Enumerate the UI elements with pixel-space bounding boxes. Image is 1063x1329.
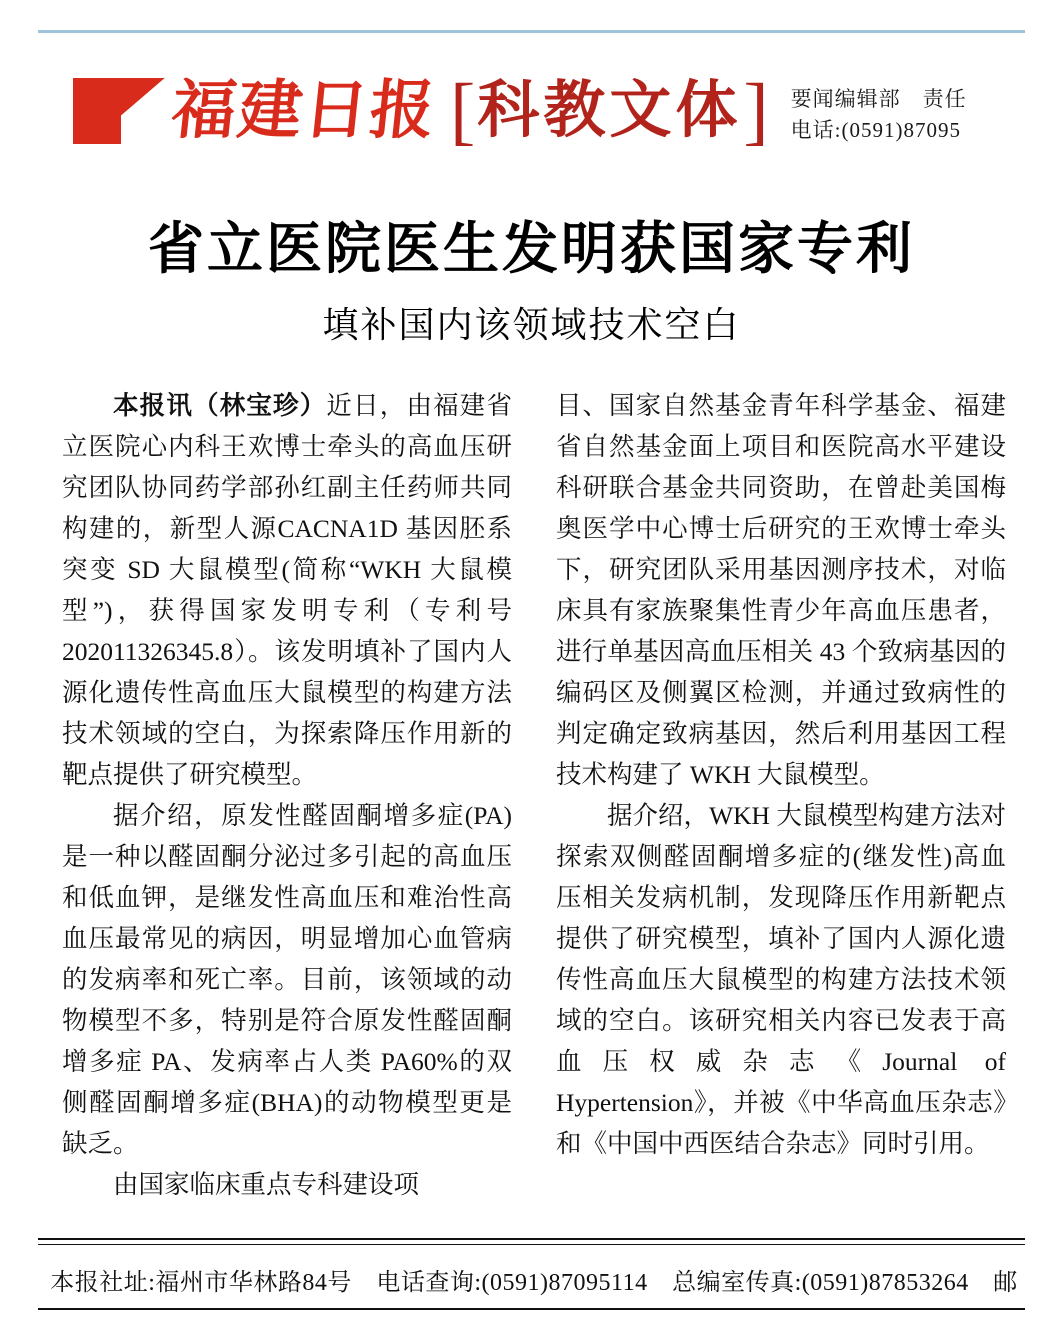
footer-phone: 电话查询:(0591)87095114 <box>376 1270 648 1296</box>
article-body <box>62 385 1007 1205</box>
paragraph: 目、国家自然基金青年科学基金、福建省自然基金面上项目和医院高水平建设科研联合基金共同资助，在曾赴美国梅奥医学中心博士后研究的王欢博士牵头下，研究团队采用基因测序技术，对临床具有家族聚集性青少年高血压患者，进行单基因高血压相关 43 个致病基因的编码区及侧翼区检测，并通过致病性的判定确定致病基因，然后利用基因工程技术构建了 WKH 大鼠模型。 <box>556 391 1006 789</box>
footer-divider-bottom <box>38 1308 1025 1310</box>
editor-line: 要闻编辑部 责任 <box>790 86 967 111</box>
paragraph: 由国家临床重点专科建设项 <box>113 1170 420 1199</box>
dateline: 本报讯（林宝珍） <box>113 391 327 420</box>
footer-fax: 总编室传真:(0591)87853264 <box>672 1270 969 1296</box>
paragraph <box>62 385 512 795</box>
page-title: 省立医院医生发明获国家专利 <box>148 219 915 281</box>
section-tag <box>450 68 769 153</box>
page-subtitle: 填补国内该领域技术空白 <box>322 305 741 345</box>
bracket-right-icon: ] <box>743 68 769 153</box>
footer-address: 本报社址:福州市华林路84号 <box>50 1270 352 1296</box>
footer-divider-top <box>38 1238 1025 1240</box>
newspaper-logo-text: 福建日报 <box>168 75 440 146</box>
column-left <box>62 385 512 1205</box>
footer <box>38 1262 1048 1297</box>
paragraph: 据介绍，原发性醛固酮增多症(PA)是一种以醛固酮分泌过多引起的高血压和低血钾，是继发性高血压和难治性高血压最常见的病因，明显增加心血管病的发病率和死亡率。目前，该领域的动物模型不多，特别是符合原发性醛固酮增多症 PA、发病率占人类 PA60%的双侧醛固酮增多症(BHA)的动物模型更是缺乏。 <box>62 801 512 1158</box>
top-divider <box>38 30 1025 33</box>
footer-trailing: 邮 <box>993 1270 1018 1296</box>
red-flag-icon <box>70 75 166 147</box>
masthead <box>70 52 1030 170</box>
footer-divider-thin <box>38 1244 1025 1245</box>
column-right <box>556 385 1006 1205</box>
paragraph: 据介绍，WKH 大鼠模型构建方法对探索双侧醛固酮增多症的(继发性)高血压相关发病机制，发现降压作用新靶点提供了研究模型，填补了国内人源化遗传性高血压大鼠模型的构建方法技术领域的空白。该研究相关内容已发表于高血压权威杂志《Journal of Hypertension》，并被《中华高血压杂志》和《中国中西医结合杂志》同时引用。 <box>556 801 1006 1158</box>
masthead-contact <box>791 84 967 147</box>
section-label: 科教文体 <box>477 77 742 145</box>
bracket-left-icon: [ <box>450 68 476 153</box>
phone-line: 电话:(0591)87095 <box>790 118 961 142</box>
paragraph-text: 近日，由福建省立医院心内科王欢博士牵头的高血压研究团队协同药学部孙红副主任药师共同构建的，新型人源CACNA1D 基因胚系突变 SD 大鼠模型(简称“WKH 大鼠模型”)，获得国家发明专利（专利号202011326345.8）。该发明填补了国内人源化遗传性高血压大鼠模型的构建方法技术领域的空白，为探索降压作用新的靶点提供了研究模型。 <box>62 391 512 789</box>
